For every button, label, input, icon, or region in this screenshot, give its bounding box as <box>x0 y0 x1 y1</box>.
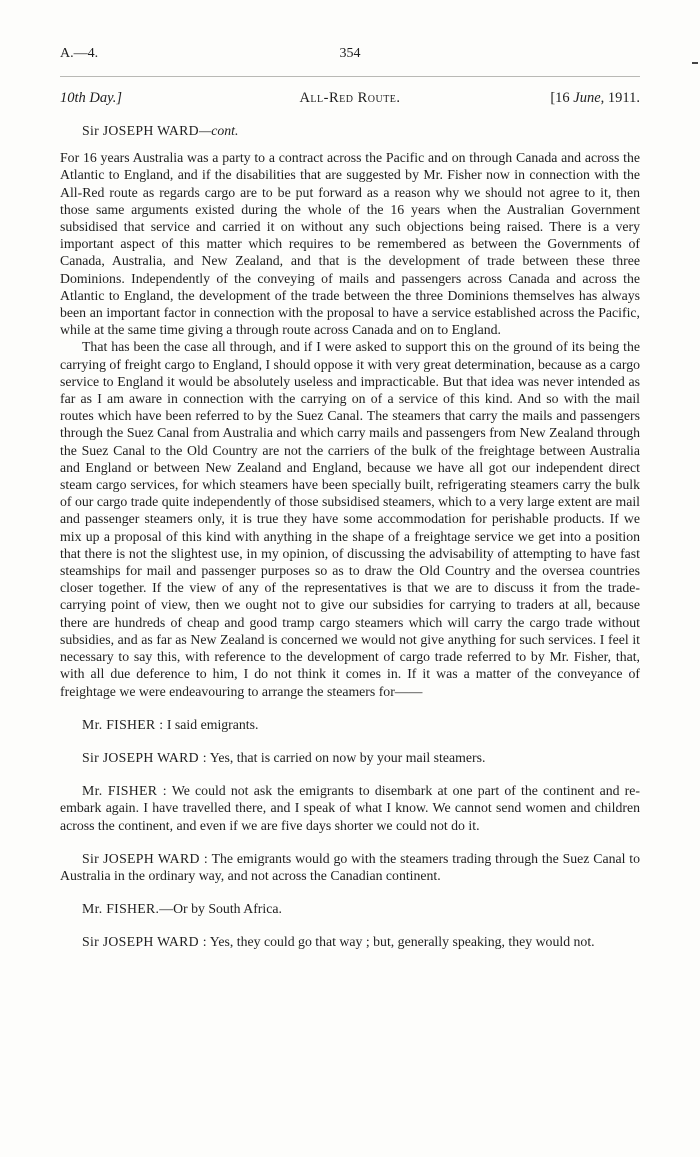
speech-text: Yes, that is carried on now by your mail steamers. <box>209 749 486 765</box>
speaker-name: Sir JOSEPH WARD <box>82 123 199 138</box>
speaker-name: Sir JOSEPH WARD : <box>82 749 207 765</box>
speech-text: Yes, they could go that way ; but, generally speaking, they would not. <box>209 934 595 950</box>
header-rule <box>60 76 640 77</box>
document-reference: A.—4. <box>60 46 99 61</box>
speaker-name: Mr. FISHER : <box>82 783 167 799</box>
speech-text: I said emigrants. <box>166 716 259 732</box>
running-head-date <box>550 90 640 107</box>
running-head-day: 10th Day.] <box>60 90 123 106</box>
running-head-title: All-Red Route. <box>299 90 401 106</box>
speaker-continued <box>60 122 640 139</box>
exchange <box>60 716 640 733</box>
speech-text: We could not ask the emigrants to disembark at one part of the continent and re-embark again. I have travelled there, and I speak of what I know. We cannot send women and children across the continent, and even if we are five days shorter we could not do it. <box>60 783 640 833</box>
date-month: June <box>573 90 601 106</box>
speech-text: —Or by South Africa. <box>159 901 282 917</box>
paragraph: For 16 years Australia was a party to a contract across the Pacific and on through Canada and across the Atlantic to England, and if the disabilities that are suggested by Mr. Fisher now in connection with the All-Red route as regards cargo are to be put forward as a reason why we should not agree to it, then those same arguments existed during the whole of the 16 years when the Australian Government subsidised that service and carried it on without any such objections being raised. There is a very important aspect of this matter which requires to be remembered as between the Governments of Canada, Australia, and New Zealand, and that is the development of trade between these three Dominions. Independently of the conveying of mails and passengers across Canada and across the Atlantic to England, the development of the trade between the three Dominions themselves has always been an important factor in connection with the proposal to have a service established across the Pacific, while at the same time giving a through route across Canada and on to England. <box>60 150 640 338</box>
continued-marker: —cont. <box>198 123 239 138</box>
date-prefix: [16 <box>550 90 574 106</box>
page-number: 354 <box>339 46 361 61</box>
speaker-name: Mr. FISHER. <box>82 901 160 917</box>
body-text <box>60 122 640 951</box>
running-head <box>60 90 640 112</box>
speaker-name: Mr. FISHER : <box>82 716 164 732</box>
exchange <box>60 850 640 884</box>
speaker-name: Sir JOSEPH WARD : <box>82 934 207 950</box>
exchange <box>60 900 640 917</box>
speaker-name: Sir JOSEPH WARD : <box>82 850 208 866</box>
exchange <box>60 749 640 766</box>
exchange <box>60 933 640 950</box>
exchange <box>60 782 640 834</box>
page-header <box>60 46 640 66</box>
date-suffix: , 1911. <box>600 90 640 106</box>
page-edge-mark <box>692 62 698 64</box>
speech-text: The emigrants would go with the steamers trading through the Suez Canal to Australia in the ordinary way, and not across the Canadian continent. <box>60 850 641 883</box>
paragraph: That has been the case all through, and if I were asked to support this on the ground of its being the carrying of freight cargo to England, I should oppose it with very great determination, because as a cargo service to England it would be absolutely useless and impracticable. But that idea was never intended as far as I am aware in connection with the carrying on of a service of this kind. And so with the mail routes which have been referred to by the Suez Canal. The steamers that carry the mails and passengers through the Suez Canal from Australia and which carry mails and passengers from New Zealand through the Suez Canal to the Old Country are not the carriers of the bulk of the freightage between Australia and England or between New Zealand and England, because we have all got our independent direct steam cargo services, for which steamers have been specially built, refrigerating steamers carry the bulk of our cargo trade quite independently of those subsidised steamers, which to a very large extent are mail and passenger steamers only, it is true they have some accommodation for perishable products. If we mix up a proposal of this kind with anything in the shape of a freightage service we get into a position that there is not the slightest use, in my opinion, of discussing the advisability of attempting to have fast steamships for mail and passenger purposes so as to draw the Old Country and the oversea countries closer together. If the view of any of the representatives is that we are to discuss it from the trade-carrying point of view, then we ought not to give our subsidies for carrying to traders at all, because there are hundreds of cheap and good tramp cargo steamers which will carry the cargo trade without subsidies, and as far as New Zealand is concerned we would not give anything for such services. I feel it necessary to say this, with reference to the development of cargo trade referred to by Mr. Fisher, that, with all due deference to him, I do not think it comes in. If it was a matter of the conveyance of freightage we were endeavouring to arrange the steamers for—— <box>60 339 640 699</box>
